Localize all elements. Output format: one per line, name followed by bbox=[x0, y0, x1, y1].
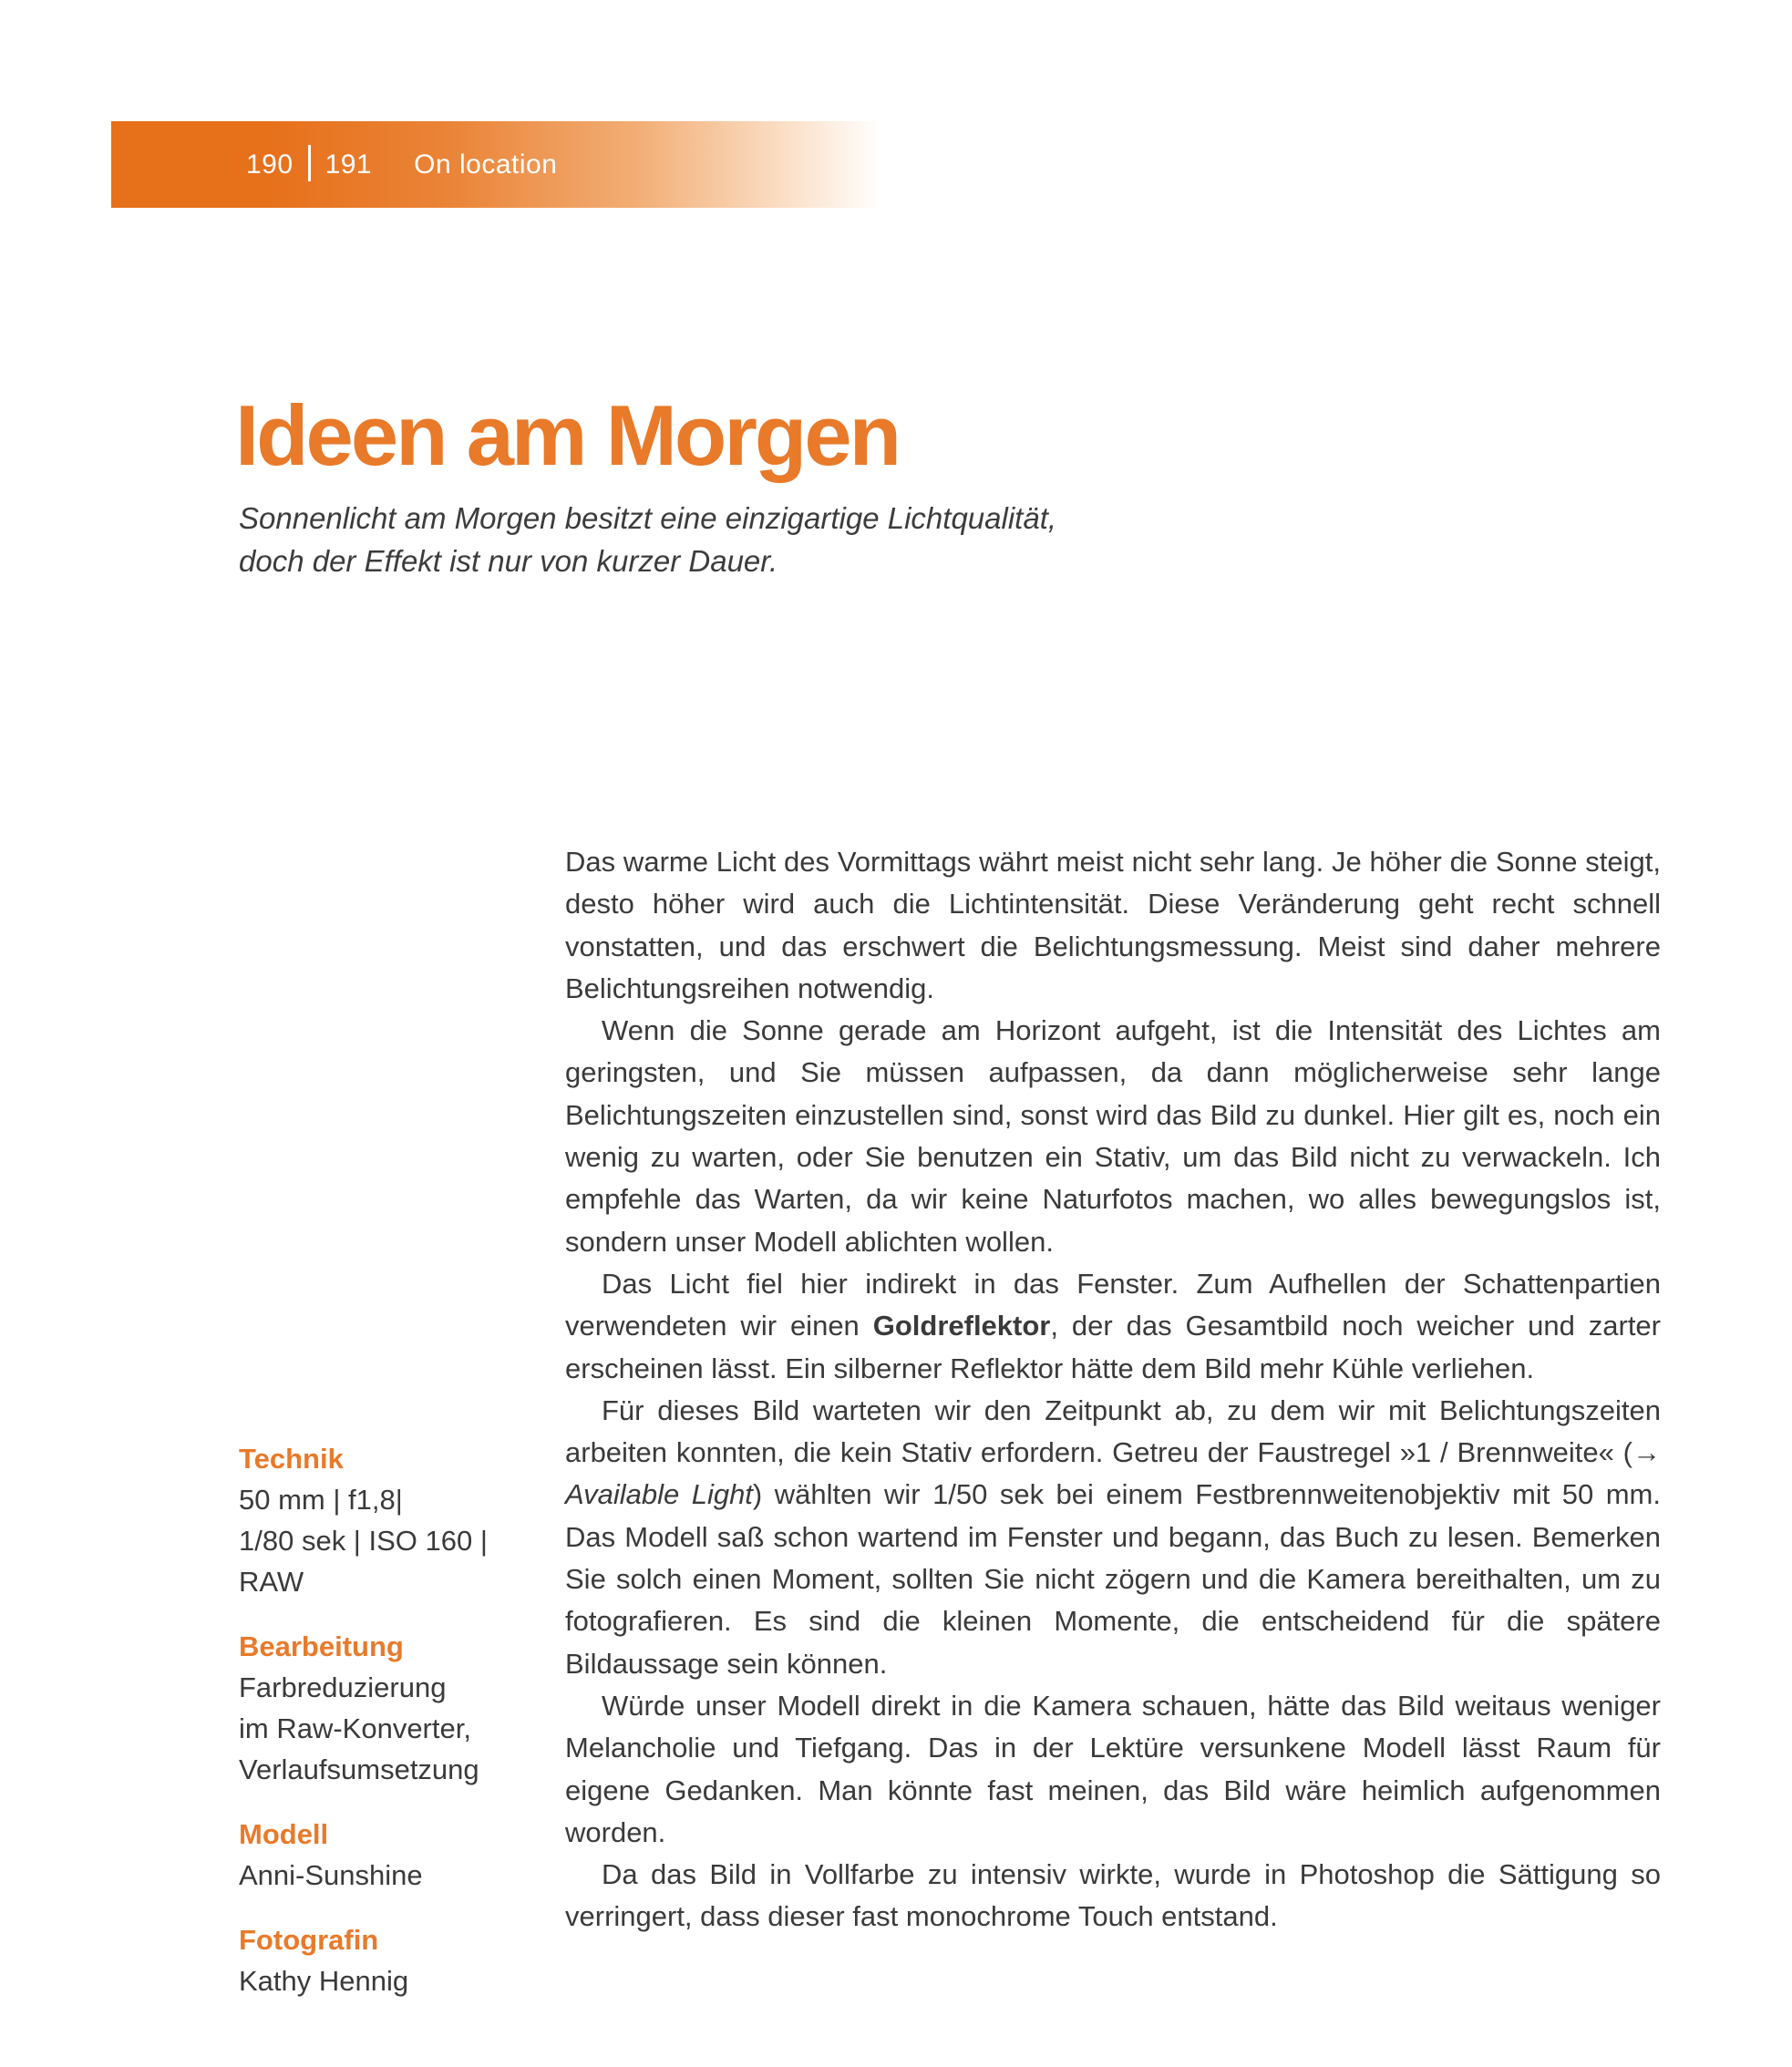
sidebar-section-line: 1/80 sek | ISO 160 | bbox=[239, 1525, 488, 1557]
article-paragraph bbox=[565, 1685, 1661, 1854]
page-header-bar bbox=[111, 121, 881, 208]
sidebar-section-line: 50 mm | f1,8| bbox=[239, 1484, 403, 1516]
text-segment: Da das Bild in Vollfarbe zu intensiv wirkte, wurde in Photoshop die Sättigung so verringert, dass dieser fast monochrome Touch entstand. bbox=[565, 1858, 1661, 1933]
text-segment: Wenn die Sonne gerade am Horizont aufgeht, ist die Intensität des Lichtes am geringsten, und Sie müssen aufpassen, da dann möglicherweise sehr lange Belichtungszeiten einzustellen sind, sonst wird das Bild zu dunkel. Hier gilt es, noch ein wenig zu warten, oder Sie benutzen ein Stativ, um das Bild nicht zu verwackeln. Ich empfehle das Warten, da wir keine Naturfotos machen, wo alles bewegungslos ist, sondern unser Modell ablichten wollen. bbox=[565, 1014, 1661, 1258]
italic-term: Available Light bbox=[565, 1478, 753, 1511]
text-segment: Das Licht fiel hier indirekt in das Fenster. Zum Aufhellen der Schattenpartien verwendeten wir einen bbox=[565, 1267, 1661, 1342]
sidebar-section bbox=[239, 1814, 540, 1896]
bold-term: Goldreflektor bbox=[872, 1310, 1051, 1342]
sidebar-section-line: im Raw-Konverter, bbox=[239, 1712, 471, 1744]
subtitle-line-1: Sonnenlicht am Morgen besitzt eine einzigartige Lichtqualität, bbox=[239, 501, 1057, 535]
sidebar-section-heading: Technik bbox=[239, 1443, 344, 1475]
photo-info-sidebar bbox=[239, 1438, 540, 2025]
sidebar-section-line: Kathy Hennig bbox=[239, 1965, 409, 1997]
subtitle-line-2: doch der Effekt ist nur von kurzer Dauer. bbox=[239, 544, 778, 578]
chapter-label: On location bbox=[414, 149, 558, 180]
text-segment: , der das Gesamtbild noch weicher und zarter erscheinen lässt. Ein silberner Reflektor hätte dem Bild mehr Kühle verliehen. bbox=[565, 1310, 1661, 1384]
page-number-left: 190 bbox=[246, 149, 294, 180]
sidebar-section-heading: Fotografin bbox=[239, 1924, 379, 1956]
page-number-divider bbox=[308, 145, 311, 181]
text-segment: Für dieses Bild warteten wir den Zeitpunkt ab, zu dem wir mit Belichtungszeiten arbeiten konnten, die kein Stativ erfordern. Getreu der Faustregel »1 / Brennweite« (→ bbox=[565, 1393, 1661, 1469]
sidebar-section bbox=[239, 1919, 540, 2001]
article-title: Ideen am Morgen bbox=[235, 387, 900, 483]
article-paragraph bbox=[565, 1854, 1661, 1938]
sidebar-section-line: RAW bbox=[239, 1566, 304, 1598]
article-body bbox=[565, 841, 1661, 1938]
text-segment: Das warme Licht des Vormittags währt meist nicht sehr lang. Je höher die Sonne steigt, desto höher wird auch die Lichtintensität. Diese Veränderung geht recht schnell vonstatten, und das erschwert die Belichtungsmessung. Meist sind daher mehrere Belichtungsreihen notwendig. bbox=[565, 846, 1661, 1004]
sidebar-section-heading: Bearbeitung bbox=[239, 1630, 404, 1662]
article-paragraph bbox=[565, 1010, 1661, 1263]
sidebar-section bbox=[239, 1438, 540, 1602]
article-subtitle bbox=[239, 497, 1056, 582]
article-paragraph bbox=[565, 1263, 1661, 1390]
sidebar-section-line: Anni-Sunshine bbox=[239, 1859, 423, 1891]
article-paragraph bbox=[565, 841, 1661, 1010]
text-segment: Würde unser Modell direkt in die Kamera schauen, hätte das Bild weitaus weniger Melancholie und Tiefgang. Das in der Lektüre versunkene Modell lässt Raum für eigene Gedanken. Man könnte fast meinen, das Bild wäre heimlich aufgenommen worden. bbox=[565, 1689, 1661, 1848]
sidebar-section-line: Verlaufsumsetzung bbox=[239, 1753, 479, 1785]
sidebar-section-line: Farbreduzierung bbox=[239, 1671, 447, 1703]
sidebar-section bbox=[239, 1626, 540, 1790]
article-paragraph bbox=[565, 1390, 1661, 1685]
text-segment: ) wählten wir 1/50 sek bei einem Festbrennweitenobjektiv mit 50 mm. Das Modell saß schon wartend im Fenster und begann, das Buch zu lesen. Bemerken Sie solch einen Moment, sollten Sie nicht zögern und die Kamera bereithalten, um zu fotografieren. Es sind die kleinen Momente, die entscheidend für die spätere Bildaussage sein können. bbox=[565, 1478, 1661, 1680]
page-number-right: 191 bbox=[324, 149, 373, 180]
sidebar-section-heading: Modell bbox=[239, 1818, 329, 1850]
